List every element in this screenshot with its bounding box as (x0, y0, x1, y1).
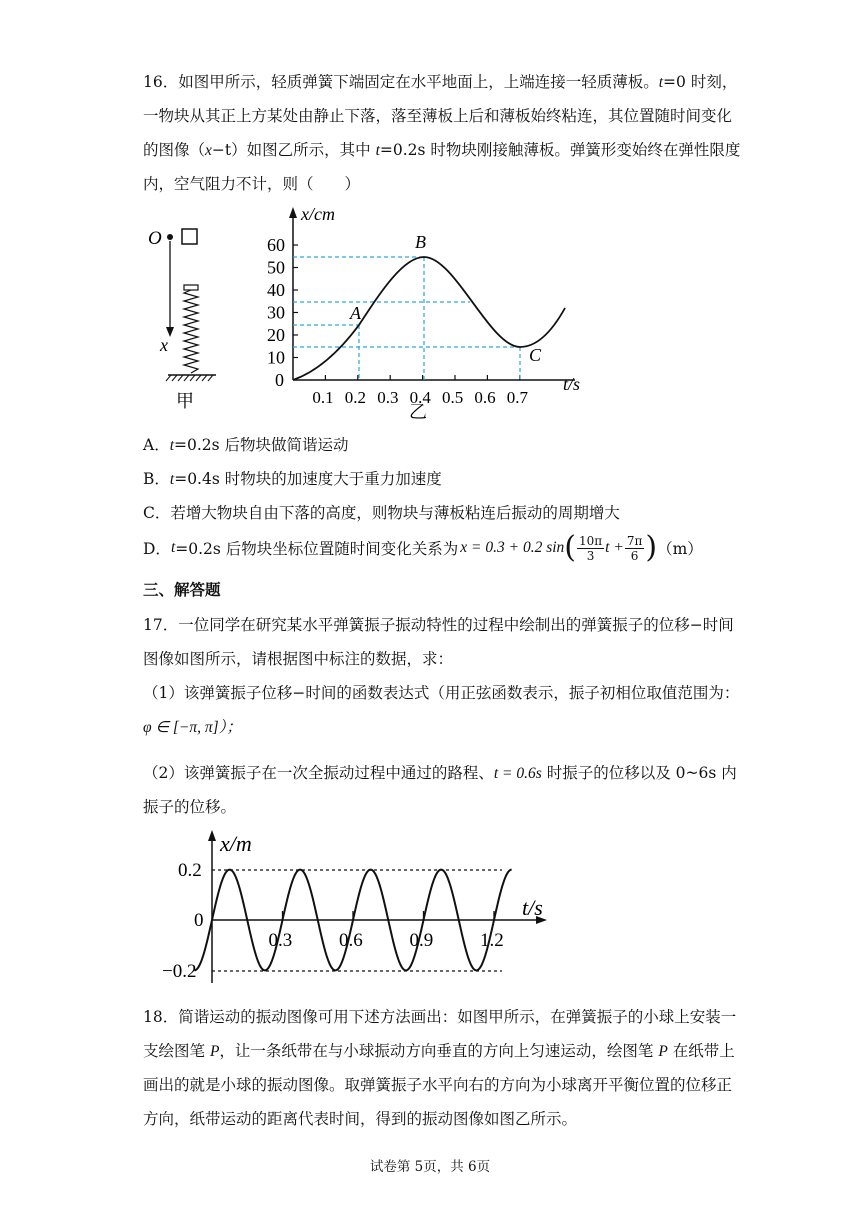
q16-line-1-a: 16．如图甲所示，轻质弹簧下端固定在水平地面上，上端连接一轻质薄板。 (143, 73, 659, 91)
q16-line-3 (143, 138, 740, 160)
option-c-prefix: C． (143, 504, 171, 522)
q17-graph (160, 825, 560, 990)
option-a-t: t (169, 437, 175, 454)
yi-caption: 乙 (409, 402, 427, 422)
yi-curve (293, 257, 565, 380)
q17-line-5-t: t = 0.6s (493, 765, 542, 782)
q18-line-2-p: P (209, 1043, 220, 1060)
option-d (143, 528, 703, 568)
q18-line-2 (143, 1039, 735, 1061)
spring (184, 290, 198, 373)
option-b-text: =0.4s 时物块的加速度大于重力加速度 (174, 470, 442, 488)
page-footer: 试卷第 5页，共 6页 (369, 1159, 491, 1175)
figure-jia-label-x: x (160, 335, 168, 355)
q17-line-6: 振子的位移。 (143, 798, 237, 816)
q16-line-3-t: t (375, 142, 380, 159)
q17-y-label: x/m (220, 831, 252, 856)
option-d-t: t (170, 539, 176, 556)
option-d-paren-close: ) (645, 530, 658, 565)
yi-xtick-label: 0.2 (344, 388, 367, 407)
yi-point-A: A (350, 303, 361, 323)
q17-line-1: 17．一位同学在研究某水平弹簧振子振动特性的过程中绘制出的弹簧振子的位移−时间 (143, 616, 734, 634)
q17-xtick-label: 1.2 (480, 930, 504, 951)
q16-line-3-c: =0.2s 时物块刚接触薄板。弹簧形变始终在弹性限度 (379, 141, 741, 159)
yi-x-label: t/s (563, 374, 581, 394)
yi-xtick-label: 0.7 (506, 388, 529, 407)
option-d-frac-2-num: 7π (626, 533, 643, 548)
q17-x-label: t/s (522, 895, 543, 920)
option-d-unit: （m） (657, 540, 703, 558)
option-d-frac-1-num: 10π (579, 533, 603, 548)
option-b-prefix: B． (143, 470, 170, 488)
q17-line-5-a: （2）该弹簧振子在一次全振动过程中通过的路程、 (143, 764, 494, 782)
option-b (143, 467, 442, 489)
q17-line-4: φ ∈ [−π, π]）； (143, 719, 242, 736)
yi-ytick-label: 50 (267, 257, 285, 278)
q17-line-2: 图像如图所示，请根据图中标注的数据，求： (143, 650, 454, 668)
ground-hatch (166, 375, 213, 381)
yi-point-C: C (529, 345, 542, 365)
option-d-paren-open: ( (564, 530, 577, 565)
yi-ytick-label: 10 (267, 347, 285, 368)
option-a (143, 433, 349, 455)
q18-line-2-b: ，让一条纸带在与小球振动方向垂直的方向上匀速运动，绘图笔 (219, 1042, 659, 1060)
yi-ytick-label: 60 (267, 235, 285, 255)
option-d-frac-1-den: 3 (586, 548, 595, 563)
q17-y-pos: 0.2 (178, 860, 202, 881)
option-a-text: =0.2s 后物块做简谐运动 (174, 436, 349, 454)
q16-line-3-a: 的图像（ (143, 141, 206, 159)
option-b-t: t (169, 471, 175, 488)
yi-ytick-label: 20 (267, 325, 285, 345)
q18-line-2-a: 支绘图笔 (143, 1042, 210, 1060)
yi-origin-label: 0 (275, 370, 284, 390)
q17-xtick-label: 0.6 (339, 930, 363, 951)
q17-xtick-label: 0.3 (268, 930, 293, 951)
q17-xtick-label: 0.9 (409, 930, 434, 951)
q17-line-5-b: 时振子的位移以及 0~6s 内 (541, 764, 737, 782)
yi-ytick-label: 30 (267, 302, 285, 323)
q16-line-1-b: =0 时刻， (663, 73, 738, 91)
q17-y-neg: −0.2 (162, 961, 197, 982)
figure-yi (255, 198, 595, 428)
q18-line-2-p2: P (658, 1043, 668, 1060)
q16-line-4: 内，空气阻力不计，则（ ） (143, 175, 361, 193)
q17-y-arrowhead (208, 830, 216, 841)
yi-xtick-label: 0.3 (377, 388, 399, 407)
yi-xtick-label: 0.4 (409, 388, 431, 407)
option-d-frac-2-den: 6 (630, 548, 639, 563)
option-d-text: =0.2s 后物块坐标位置随时间变化关系为 (175, 540, 459, 558)
block (182, 229, 197, 244)
figure-jia (140, 215, 230, 415)
q16-line-3-b: −t）如图乙所示，其中 (211, 141, 376, 159)
q18-line-2-c: 在纸带上 (667, 1042, 735, 1060)
option-d-tvar: t + (605, 539, 624, 556)
figure-jia-label-O: O (148, 228, 162, 249)
option-d-frac-1 (577, 534, 604, 563)
q17-line-5 (143, 761, 737, 783)
yi-y-label: x/cm (301, 204, 335, 224)
section-title: 三、解答题 (143, 580, 221, 599)
q16-line-1 (143, 70, 737, 92)
option-a-prefix: A． (143, 436, 170, 454)
q16-line-2: 一物块从其正上方某处由静止下落，落至薄板上后和薄板始终粘连，其位置随时间变化 (143, 107, 733, 125)
yi-xtick-label: 0.1 (312, 388, 334, 407)
yi-guides (293, 257, 520, 380)
origin-dot (167, 234, 173, 240)
yi-y-arrowhead (289, 207, 297, 218)
q18-line-4: 方向，纸带运动的距离代表时间，得到的振动图像如图乙所示。 (143, 1110, 578, 1128)
option-d-formula-a: x = 0.3 + 0.2 sin (460, 539, 565, 556)
q16-line-3-x: x (205, 142, 212, 159)
yi-xtick-label: 0.6 (474, 388, 496, 407)
option-c-text: 若增大物块自由下落的高度，则物块与薄板粘连后振动的周期增大 (170, 504, 620, 522)
yi-xtick-label: 0.5 (442, 388, 464, 407)
option-d-frac-2 (625, 534, 645, 563)
q17-y-zero: 0 (194, 910, 204, 931)
yi-ytick-label: 40 (267, 280, 285, 300)
option-c (143, 501, 620, 523)
plate (184, 285, 198, 290)
figure-jia-caption: 甲 (176, 391, 194, 411)
q18-line-1: 18．简谐运动的振动图像可用下述方法画出：如图甲所示，在弹簧振子的小球上安装一 (143, 1008, 737, 1026)
q16-line-1-t: t (658, 74, 664, 91)
option-d-prefix: D． (143, 540, 171, 558)
yi-point-B: B (415, 232, 426, 252)
q17-line-3: （1）该弹簧振子位移−时间的函数表达式（用正弦函数表示，振子初相位取值范围为： (143, 684, 740, 702)
q18-line-3: 画出的就是小球的振动图像。取弹簧振子水平向右的方向为小球离开平衡位置的位移正 (143, 1076, 733, 1094)
